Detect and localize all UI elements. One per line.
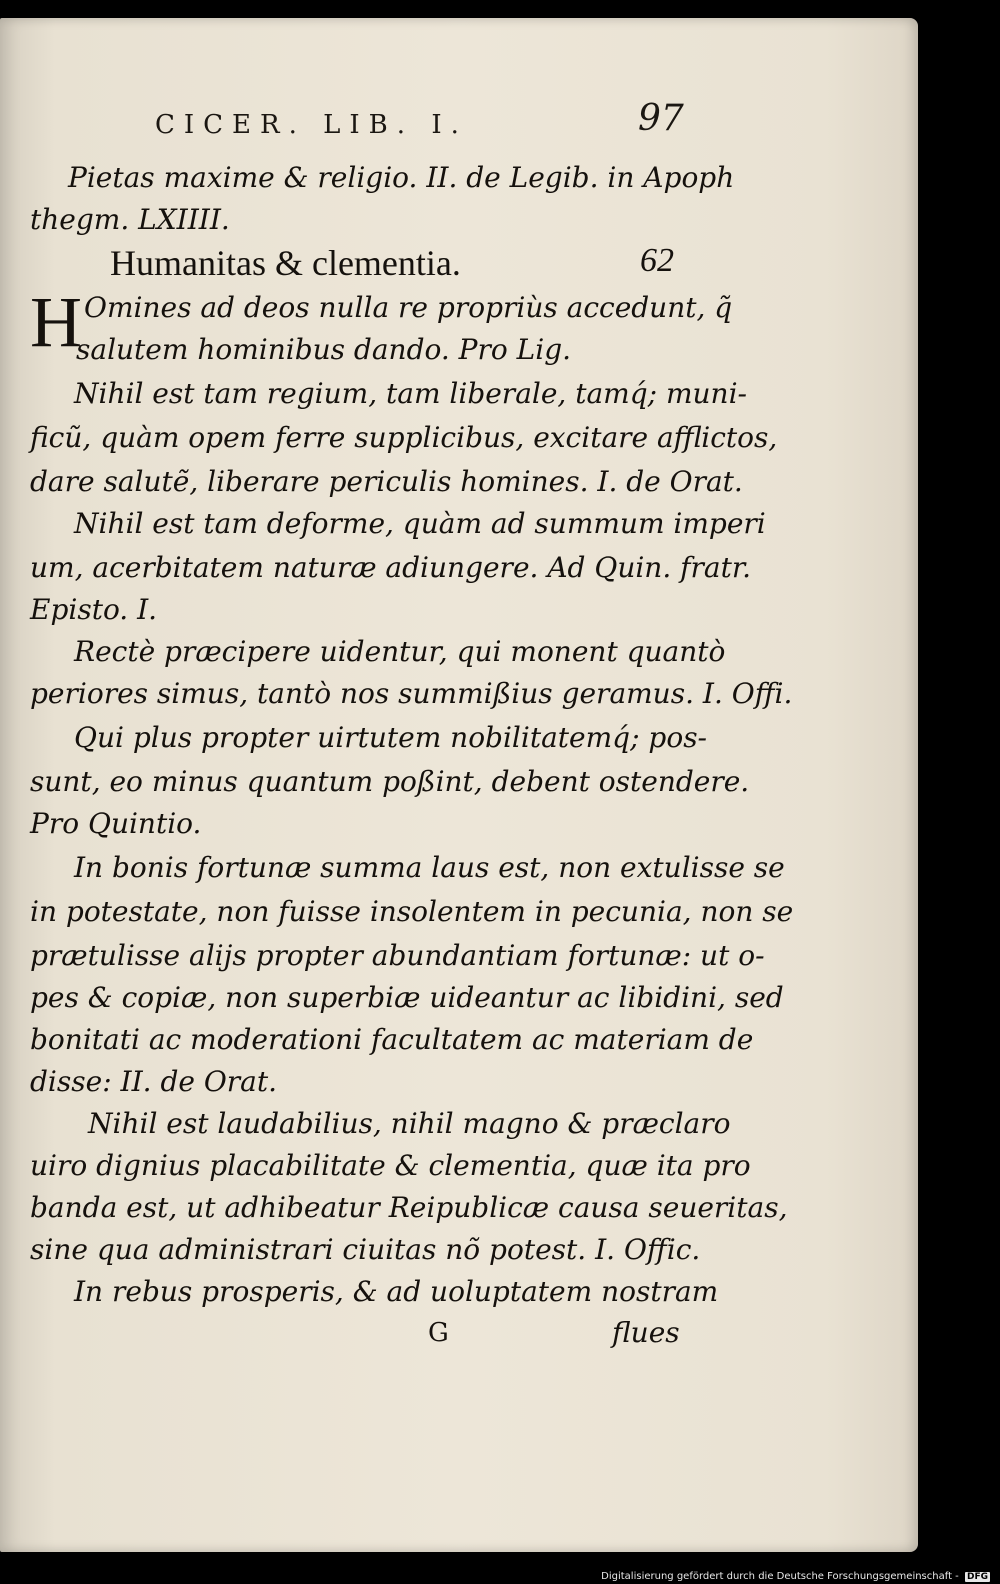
text-line: thegm. LXIIII. (30, 203, 230, 236)
text-line: Nihil est tam deforme, quàm ad summum imperi (74, 507, 766, 540)
text-line: ficũ, quàm opem ferre supplicibus, excitare afflictos, (30, 421, 778, 454)
text-line: Omines ad deos nulla re propriùs accedunt, q̃ (84, 291, 733, 324)
text-line: salutem hominibus dando. Pro Lig. (76, 333, 572, 366)
text-line: Nihil est laudabilius, nihil magno & præclaro (88, 1107, 731, 1140)
page-number: 97 (638, 98, 684, 139)
dfg-logo: DFG (966, 1572, 988, 1582)
text-line: Pro Quintio. (30, 807, 202, 840)
text-line: periores simus, tantò nos summißius geramus. I. Offi. (30, 677, 793, 710)
book-page (0, 18, 918, 1552)
section-number: 62 (640, 242, 674, 279)
text-line: prætulisse alijs propter abundantiam fortunæ: ut o- (30, 939, 765, 972)
digitization-credit (601, 1571, 990, 1582)
text-line: Episto. I. (30, 593, 158, 626)
text-line: banda est, ut adhibeatur Reipublicæ causa seueritas, (30, 1191, 788, 1224)
text-line: sine qua administrari ciuitas nõ potest. I. Offic. (30, 1233, 701, 1266)
signature-mark: G (428, 1318, 449, 1348)
text-line: sunt, eo minus quantum poßint, debent ostendere. (30, 765, 750, 798)
text-line: pes & copiæ, non superbiæ uideantur ac libidini, sed (30, 981, 784, 1014)
drop-capital: H (30, 282, 82, 362)
running-head-title: CICER. LIB. I. (155, 110, 468, 140)
text-line: Rectè præcipere uidentur, qui monent quantò (74, 635, 726, 668)
text-line: in potestate, non fuisse insolentem in pecunia, non se (30, 895, 794, 928)
text-line: bonitati ac moderationi facultatem ac materiam de (30, 1023, 754, 1056)
text-line: um, acerbitatem naturæ adiungere. Ad Quin. fratr. (30, 551, 752, 584)
text-line: Pietas maxime & religio. II. de Legib. in Apoph (68, 161, 735, 194)
text-line: Qui plus propter uirtutem nobilitatemq́; pos- (74, 721, 708, 754)
text-line: dare salutẽ, liberare periculis homines. I. de Orat. (30, 465, 743, 498)
text-line: disse: II. de Orat. (30, 1065, 278, 1098)
credit-text: Digitalisierung gefördert durch die Deutsche Forschungsgemeinschaft - (601, 1571, 959, 1582)
section-heading: Humanitas & clementia. (110, 243, 461, 283)
catchword: flues (612, 1316, 680, 1349)
text-line: In rebus prosperis, & ad uoluptatem nostram (74, 1275, 719, 1308)
text-line: In bonis fortunæ summa laus est, non extulisse se (74, 851, 785, 884)
text-line: uiro dignius placabilitate & clementia, quæ ita pro (30, 1149, 751, 1182)
text-line: Nihil est tam regium, tam liberale, tamq́; muni- (74, 377, 747, 410)
